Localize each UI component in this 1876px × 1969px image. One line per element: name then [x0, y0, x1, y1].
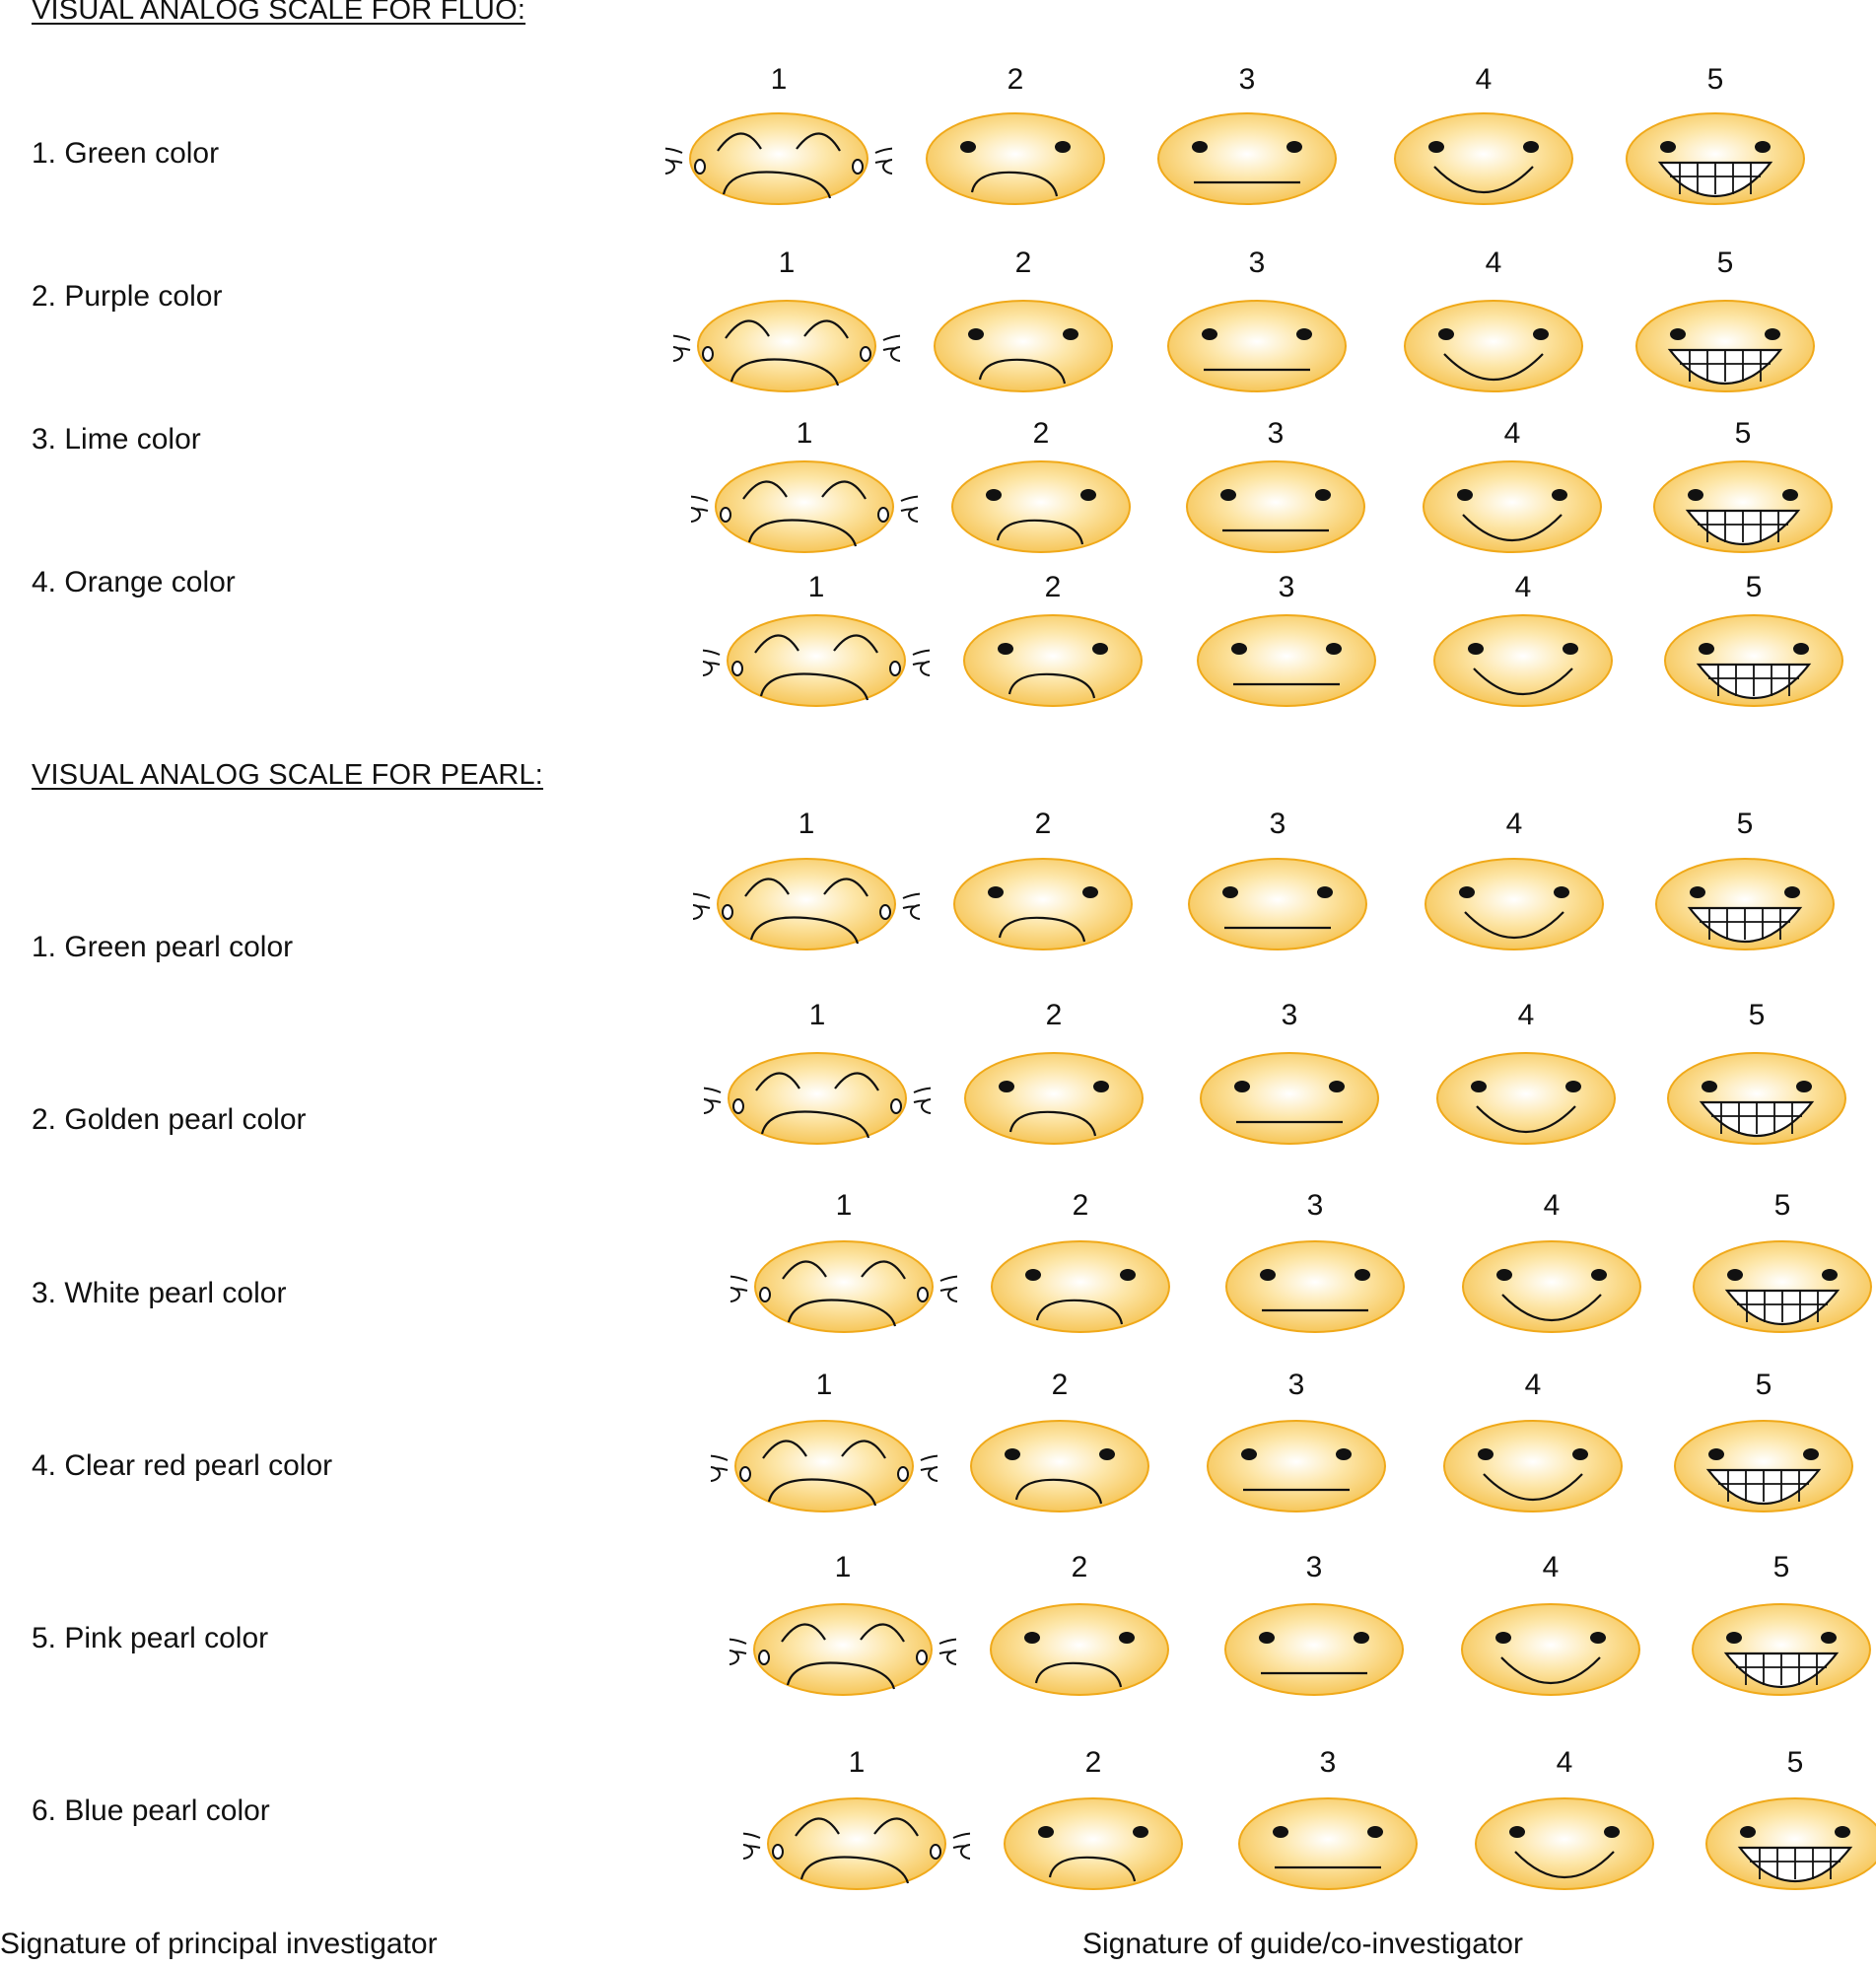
face-option[interactable]: [1134, 105, 1360, 218]
score-number: 2: [1084, 1746, 1102, 1779]
face-option[interactable]: [743, 1790, 970, 1903]
score-number: 2: [1034, 808, 1052, 840]
score-number: 4: [1524, 1369, 1542, 1401]
face-option[interactable]: [1413, 1044, 1639, 1158]
item-label: 4. Clear red pearl color: [32, 1449, 333, 1482]
face-option[interactable]: [1669, 1232, 1876, 1346]
smiling-face-icon[interactable]: [1437, 1595, 1664, 1704]
face-option[interactable]: [1144, 292, 1370, 405]
score-number: 1: [798, 808, 815, 840]
face-option[interactable]: [1420, 1412, 1646, 1525]
smiling-face-icon[interactable]: [1451, 1790, 1678, 1898]
score-number: 3: [1238, 63, 1256, 96]
score-number: 2: [1032, 417, 1050, 450]
crying-face-icon[interactable]: [730, 1595, 956, 1704]
face-option[interactable]: [1183, 1412, 1410, 1525]
face-option[interactable]: [1201, 1595, 1427, 1709]
score-number: 2: [1071, 1551, 1088, 1583]
sad-face-icon[interactable]: [966, 1595, 1193, 1704]
item-label: 5. Pink pearl color: [32, 1622, 269, 1654]
score-number: 1: [807, 571, 825, 603]
item-label: 6. Blue pearl color: [32, 1794, 270, 1827]
crying-face-icon[interactable]: [693, 850, 920, 958]
face-option[interactable]: [693, 850, 920, 963]
score-number: 4: [1542, 1551, 1560, 1583]
score-number: 5: [1706, 63, 1724, 96]
face-option[interactable]: [928, 453, 1154, 566]
crying-face-icon[interactable]: [665, 105, 892, 213]
face-option[interactable]: [1437, 1595, 1664, 1709]
item-label: 1. Green pearl color: [32, 931, 294, 963]
score-number: 5: [1773, 1189, 1791, 1222]
face-option[interactable]: [730, 1232, 957, 1346]
face-option[interactable]: [980, 1790, 1207, 1903]
crying-face-icon[interactable]: [743, 1790, 970, 1898]
fluo-heading: VISUAL ANALOG SCALE FOR FLUO:: [32, 0, 526, 26]
score-number: 1: [778, 246, 796, 279]
neutral-face-icon[interactable]: [1201, 1595, 1427, 1704]
score-number: 2: [1045, 999, 1063, 1031]
smiling-face-icon[interactable]: [1399, 453, 1626, 561]
neutral-face-icon[interactable]: [1162, 453, 1389, 561]
face-option[interactable]: [940, 1044, 1167, 1158]
sad-face-icon[interactable]: [939, 606, 1166, 715]
grinning-face-icon[interactable]: [1682, 1790, 1876, 1898]
sad-face-icon[interactable]: [928, 453, 1154, 561]
smiling-face-icon[interactable]: [1401, 850, 1628, 958]
item-label: 3. White pearl color: [32, 1277, 287, 1309]
crying-face-icon[interactable]: [711, 1412, 938, 1520]
score-number: 5: [1736, 808, 1754, 840]
smiling-face-icon[interactable]: [1420, 1412, 1646, 1520]
score-number: 4: [1475, 63, 1493, 96]
score-number: 2: [1044, 571, 1062, 603]
score-number: 3: [1267, 417, 1285, 450]
item-label: 4. Orange color: [32, 566, 236, 598]
face-option[interactable]: [1202, 1232, 1428, 1346]
smiling-face-icon[interactable]: [1413, 1044, 1639, 1153]
grinning-face-icon[interactable]: [1640, 606, 1867, 715]
pearl-heading: VISUAL ANALOG SCALE FOR PEARL:: [32, 759, 544, 791]
score-number: 3: [1269, 808, 1286, 840]
item-label: 2. Purple color: [32, 280, 223, 313]
face-option[interactable]: [1162, 453, 1389, 566]
score-number: 3: [1278, 571, 1295, 603]
face-option[interactable]: [1215, 1790, 1441, 1903]
face-option[interactable]: [730, 1595, 956, 1709]
score-number: 1: [770, 63, 788, 96]
sad-face-icon[interactable]: [980, 1790, 1207, 1898]
face-option[interactable]: [1370, 105, 1597, 218]
face-option[interactable]: [1380, 292, 1607, 405]
score-number: 5: [1748, 999, 1766, 1031]
score-number: 3: [1281, 999, 1298, 1031]
neutral-face-icon[interactable]: [1176, 1044, 1403, 1153]
face-option[interactable]: [1630, 453, 1856, 566]
item-label: 2. Golden pearl color: [32, 1103, 307, 1136]
score-number: 1: [815, 1369, 833, 1401]
smiling-face-icon[interactable]: [1438, 1232, 1665, 1341]
neutral-face-icon[interactable]: [1173, 606, 1400, 715]
face-option[interactable]: [1176, 1044, 1403, 1158]
neutral-face-icon[interactable]: [1215, 1790, 1441, 1898]
score-number: 2: [1051, 1369, 1069, 1401]
sad-face-icon[interactable]: [946, 1412, 1173, 1520]
face-option[interactable]: [703, 606, 930, 720]
score-number: 3: [1306, 1189, 1324, 1222]
grinning-face-icon[interactable]: [1650, 1412, 1876, 1520]
face-option[interactable]: [1173, 606, 1400, 720]
score-number: 4: [1517, 999, 1535, 1031]
face-option[interactable]: [1438, 1232, 1665, 1346]
face-option[interactable]: [966, 1595, 1193, 1709]
face-option[interactable]: [1640, 606, 1867, 720]
grinning-face-icon[interactable]: [1612, 292, 1839, 400]
neutral-face-icon[interactable]: [1164, 850, 1391, 958]
score-number: 1: [848, 1746, 866, 1779]
face-option[interactable]: [1451, 1790, 1678, 1903]
score-number: 4: [1543, 1189, 1561, 1222]
score-number: 3: [1287, 1369, 1305, 1401]
face-option[interactable]: [946, 1412, 1173, 1525]
score-number: 3: [1248, 246, 1266, 279]
sad-face-icon[interactable]: [930, 850, 1156, 958]
sad-face-icon[interactable]: [940, 1044, 1167, 1153]
score-number: 1: [835, 1189, 853, 1222]
neutral-face-icon[interactable]: [1144, 292, 1370, 400]
face-option[interactable]: [1401, 850, 1628, 963]
signature-guide-co-investigator: Signature of guide/co-investigator: [1082, 1928, 1523, 1960]
face-option[interactable]: [711, 1412, 938, 1525]
face-option[interactable]: [1650, 1412, 1876, 1525]
face-option[interactable]: [967, 1232, 1194, 1346]
score-number: 2: [1072, 1189, 1089, 1222]
face-option[interactable]: [1632, 850, 1858, 963]
face-option[interactable]: [673, 292, 900, 405]
face-option[interactable]: [704, 1044, 931, 1158]
item-label: 3. Lime color: [32, 423, 201, 456]
grinning-face-icon[interactable]: [1643, 1044, 1870, 1153]
grinning-face-icon[interactable]: [1669, 1232, 1876, 1341]
score-number: 5: [1755, 1369, 1772, 1401]
smiling-face-icon[interactable]: [1380, 292, 1607, 400]
score-number: 2: [1007, 63, 1024, 96]
score-number: 1: [796, 417, 813, 450]
face-option[interactable]: [1668, 1595, 1876, 1709]
face-option[interactable]: [910, 292, 1137, 405]
grinning-face-icon[interactable]: [1602, 105, 1829, 213]
score-number: 5: [1745, 571, 1763, 603]
crying-face-icon[interactable]: [704, 1044, 931, 1153]
crying-face-icon[interactable]: [703, 606, 930, 715]
face-option[interactable]: [1410, 606, 1636, 720]
face-option[interactable]: [1164, 850, 1391, 963]
crying-face-icon[interactable]: [673, 292, 900, 400]
face-option[interactable]: [902, 105, 1129, 218]
face-option[interactable]: [1399, 453, 1626, 566]
sad-face-icon[interactable]: [902, 105, 1129, 213]
score-number: 5: [1734, 417, 1752, 450]
score-number: 5: [1772, 1551, 1790, 1583]
sad-face-icon[interactable]: [967, 1232, 1194, 1341]
item-label: 1. Green color: [32, 137, 220, 170]
score-number: 3: [1319, 1746, 1337, 1779]
score-number: 1: [808, 999, 826, 1031]
score-number: 1: [834, 1551, 852, 1583]
face-option[interactable]: [1602, 105, 1829, 218]
face-option[interactable]: [939, 606, 1166, 720]
score-number: 4: [1503, 417, 1521, 450]
face-option[interactable]: [930, 850, 1156, 963]
crying-face-icon[interactable]: [730, 1232, 957, 1341]
crying-face-icon[interactable]: [691, 453, 918, 561]
face-option[interactable]: [1682, 1790, 1876, 1903]
score-number: 4: [1485, 246, 1502, 279]
grinning-face-icon[interactable]: [1668, 1595, 1876, 1704]
face-option[interactable]: [665, 105, 892, 218]
score-number: 5: [1716, 246, 1734, 279]
score-number: 4: [1505, 808, 1523, 840]
smiling-face-icon[interactable]: [1410, 606, 1636, 715]
grinning-face-icon[interactable]: [1630, 453, 1856, 561]
face-option[interactable]: [1612, 292, 1839, 405]
score-number: 2: [1014, 246, 1032, 279]
neutral-face-icon[interactable]: [1183, 1412, 1410, 1520]
grinning-face-icon[interactable]: [1632, 850, 1858, 958]
score-number: 3: [1305, 1551, 1323, 1583]
score-number: 4: [1514, 571, 1532, 603]
neutral-face-icon[interactable]: [1134, 105, 1360, 213]
face-option[interactable]: [1643, 1044, 1870, 1158]
sad-face-icon[interactable]: [910, 292, 1137, 400]
score-number: 5: [1786, 1746, 1804, 1779]
score-number: 4: [1556, 1746, 1573, 1779]
face-option[interactable]: [691, 453, 918, 566]
smiling-face-icon[interactable]: [1370, 105, 1597, 213]
neutral-face-icon[interactable]: [1202, 1232, 1428, 1341]
signature-principal-investigator: Signature of principal investigator: [0, 1928, 438, 1960]
